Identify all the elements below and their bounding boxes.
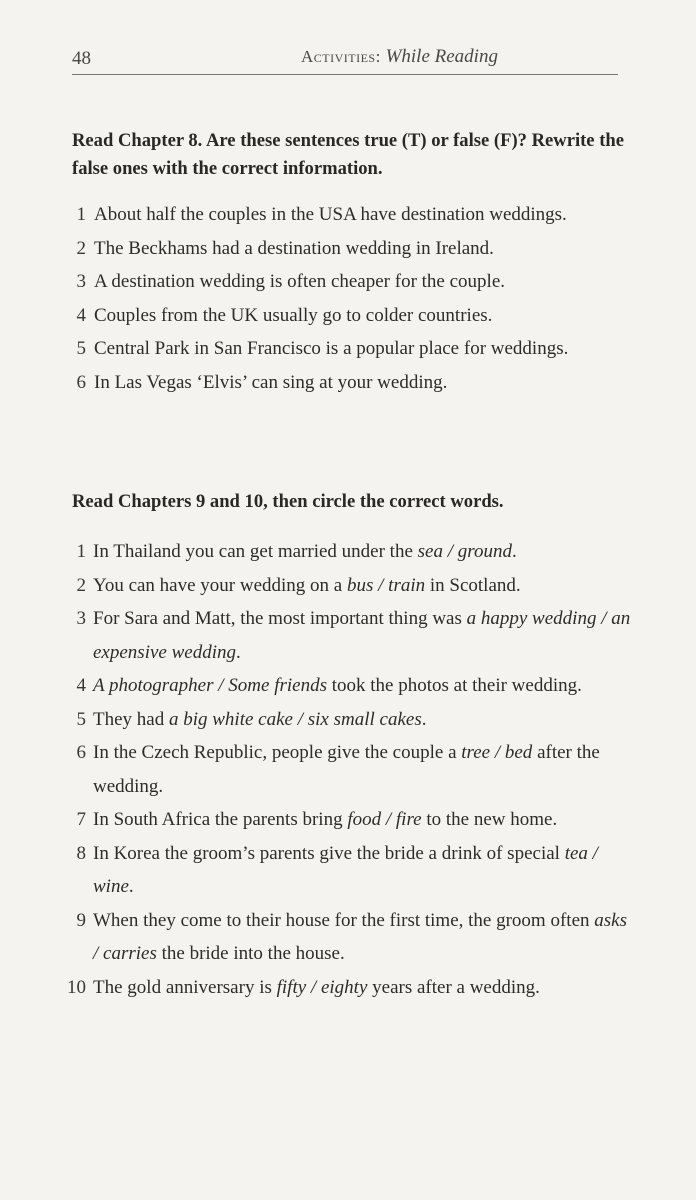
item-text: the bride into the house. bbox=[156, 943, 345, 964]
item-text: When they come to their house for the first time, the groom often bbox=[93, 909, 595, 931]
item-text: The gold anniversary is bbox=[93, 976, 277, 998]
item-number: 8 bbox=[76, 842, 86, 864]
item-text: years after a wedding. bbox=[367, 976, 540, 998]
item-text: in Scotland. bbox=[425, 574, 521, 596]
item-number: 9 bbox=[76, 909, 86, 931]
list-item bbox=[72, 703, 632, 737]
item-number: 10 bbox=[67, 976, 86, 998]
item-number: 6 bbox=[76, 742, 86, 763]
item-text: The Beckhams had a destination wedding in Ireland. bbox=[94, 237, 494, 259]
list-item bbox=[72, 803, 632, 837]
item-text: took the photos at their wedding. bbox=[326, 675, 582, 696]
item-number: 3 bbox=[76, 271, 86, 292]
exercise-instruction: Read Chapters 9 and 10, then circle the correct words. bbox=[72, 491, 504, 512]
answer-options: bus / train bbox=[347, 574, 426, 596]
answer-options: A photographer / Some friends bbox=[93, 675, 327, 696]
answer-options: tree / bed bbox=[461, 742, 533, 763]
answer-options: a big white cake / six small cakes bbox=[168, 708, 422, 730]
header-rule bbox=[72, 74, 618, 75]
item-text: to the new home. bbox=[421, 809, 558, 830]
item-text: Couples from the UK usually go to colder countries. bbox=[94, 304, 493, 326]
item-text: In South Africa the parents bring bbox=[93, 809, 348, 830]
item-number: 5 bbox=[76, 338, 86, 359]
answer-options: a happy wedding / an expensive wedding bbox=[93, 608, 631, 663]
item-text: . bbox=[421, 708, 427, 730]
exercise-instruction: Read Chapter 8. Are these sentences true (T) or false (F)? Rewrite the false ones with the correct information. bbox=[72, 130, 624, 179]
running-head bbox=[301, 46, 498, 68]
item-text: In Thailand you can get married under the bbox=[93, 541, 418, 562]
list-item bbox=[72, 904, 632, 971]
exercise-list bbox=[67, 535, 632, 1004]
item-number: 5 bbox=[76, 708, 86, 730]
exercise-circle-words bbox=[67, 488, 632, 1004]
item-number: 2 bbox=[76, 237, 86, 259]
list-item bbox=[72, 837, 632, 904]
item-number: 1 bbox=[76, 204, 86, 225]
item-text: . bbox=[128, 876, 134, 897]
list-item bbox=[67, 971, 632, 1005]
item-text: For Sara and Matt, the most important thing was bbox=[93, 608, 467, 629]
answer-options: sea / ground bbox=[417, 541, 512, 562]
item-number: 4 bbox=[76, 304, 86, 326]
item-text: . bbox=[235, 641, 241, 663]
list-item bbox=[72, 265, 632, 299]
item-text: In Korea the groom’s parents give the bride a drink of special bbox=[93, 842, 565, 864]
item-number: 4 bbox=[76, 675, 86, 696]
answer-options: food / fire bbox=[347, 809, 422, 830]
page-header bbox=[72, 44, 618, 76]
list-item bbox=[72, 569, 632, 603]
item-text: You can have your wedding on a bbox=[93, 574, 347, 596]
item-number: 2 bbox=[76, 574, 86, 596]
item-text: In Las Vegas ‘Elvis’ can sing at your wedding. bbox=[94, 371, 448, 393]
answer-options: tea / wine bbox=[93, 842, 598, 897]
item-text: Central Park in San Francisco is a popular place for weddings. bbox=[94, 338, 569, 359]
answer-options: asks / carries bbox=[93, 909, 627, 964]
item-text: About half the couples in the USA have destination weddings. bbox=[94, 204, 567, 225]
list-item bbox=[72, 366, 632, 400]
list-item bbox=[72, 332, 632, 366]
item-text: In the Czech Republic, people give the couple a bbox=[93, 742, 462, 763]
item-number: 6 bbox=[76, 371, 86, 393]
answer-options: fifty / eighty bbox=[276, 976, 368, 998]
item-number: 1 bbox=[76, 541, 86, 562]
item-number: 7 bbox=[76, 809, 86, 830]
list-item bbox=[72, 232, 632, 266]
list-item bbox=[72, 299, 632, 333]
page-number: 48 bbox=[72, 48, 91, 69]
item-text: after the wedding. bbox=[93, 742, 600, 797]
list-item bbox=[72, 535, 632, 569]
list-item bbox=[72, 669, 632, 703]
item-text: . bbox=[511, 541, 517, 562]
item-text: A destination wedding is often cheaper for the couple. bbox=[94, 271, 506, 292]
exercise-list bbox=[72, 198, 632, 399]
running-head-label: Activities: bbox=[301, 47, 381, 66]
list-item bbox=[72, 602, 632, 669]
running-head-title: While Reading bbox=[385, 46, 498, 67]
item-text: They had bbox=[93, 708, 169, 730]
exercise-true-false bbox=[72, 127, 632, 399]
list-item bbox=[72, 736, 632, 803]
list-item bbox=[72, 198, 632, 232]
item-number: 3 bbox=[76, 608, 86, 629]
